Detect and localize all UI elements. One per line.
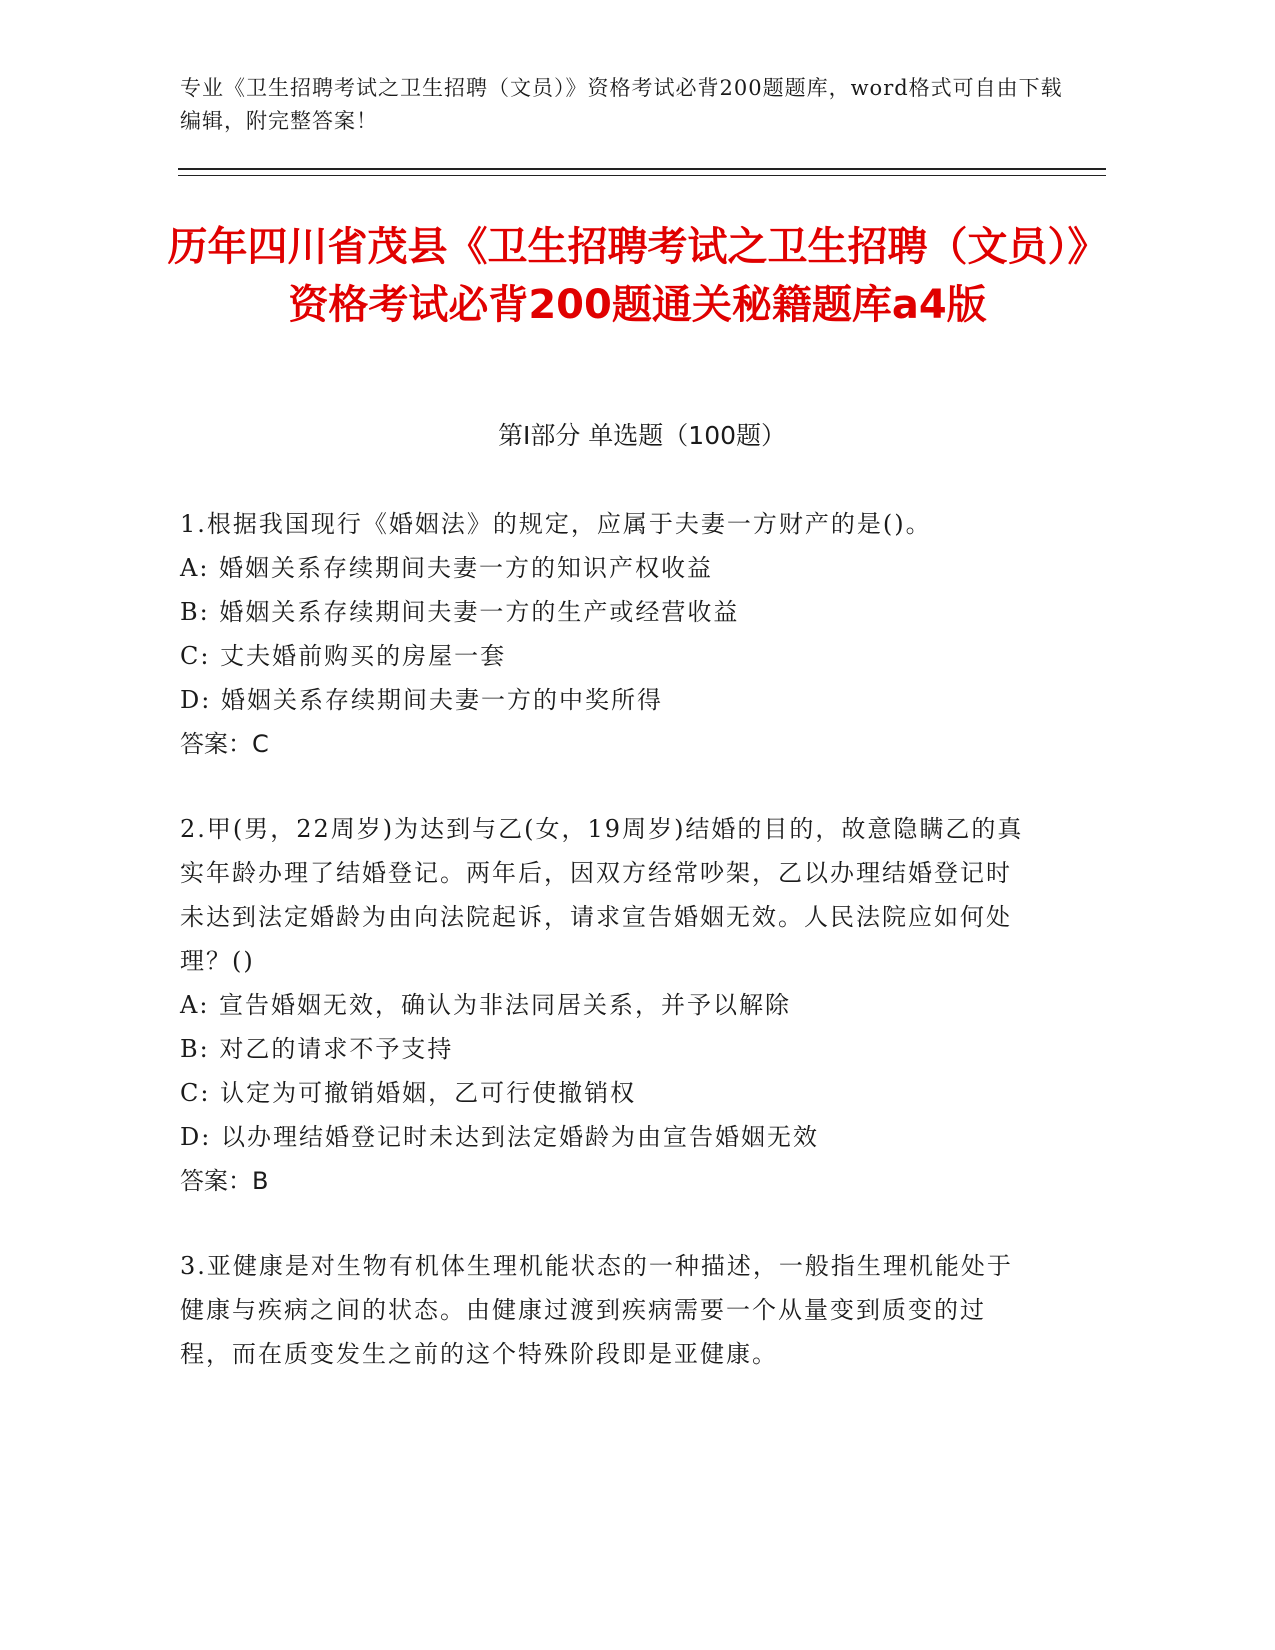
- question-3: [180, 1244, 1030, 1376]
- section-title: 第Ⅰ部分 单选题（100题）: [497, 421, 787, 450]
- header-note: 专业《卫生招聘考试之卫生招聘（文员）》资格考试必背200题题库，word格式可自由下载编辑，附完整答案！: [180, 76, 1063, 133]
- option-c: C: 丈夫婚前购买的房屋一套: [180, 642, 507, 670]
- option-b: B: 对乙的请求不予支持: [180, 1035, 454, 1063]
- question-stem: 1.根据我国现行《婚姻法》的规定，应属于夫妻一方财产的是()。: [180, 510, 932, 538]
- document-title: 历年四川省茂县《卫生招聘考试之卫生招聘（文员）》资格考试必背200题通关秘籍题库a4版: [167, 224, 1108, 328]
- header-divider-thin: [178, 175, 1106, 176]
- question-2: [180, 807, 1030, 1203]
- question-1: [180, 502, 1030, 766]
- option-a: A: 婚姻关系存续期间夫妻一方的知识产权收益: [180, 554, 714, 582]
- question-answer: 答案：C: [180, 730, 269, 758]
- question-answer: 答案：B: [180, 1167, 269, 1195]
- option-b: B: 婚姻关系存续期间夫妻一方的生产或经营收益: [180, 598, 740, 626]
- option-d: D: 以办理结婚登记时未达到法定婚龄为由宣告婚姻无效: [180, 1123, 819, 1151]
- question-stem: 3.亚健康是对生物有机体生理机能状态的一种描述，一般指生理机能处于健康与疾病之间的状态。由健康过渡到疾病需要一个从量变到质变的过程，而在质变发生之前的这个特殊阶段即是亚健康。: [180, 1252, 1013, 1368]
- option-d: D: 婚姻关系存续期间夫妻一方的中奖所得: [180, 686, 663, 714]
- header-divider-thick: [178, 168, 1106, 170]
- option-a: A: 宣告婚姻无效，确认为非法同居关系，并予以解除: [180, 991, 792, 1019]
- question-stem: 2.甲(男，22周岁)为达到与乙(女，19周岁)结婚的目的，故意隐瞒乙的真实年龄办理了结婚登记。两年后，因双方经常吵架，乙以办理结婚登记时未达到法定婚龄为由向法院起诉，请求宣告婚姻无效。人民法院应如何处理？(): [180, 815, 1024, 975]
- question-list: [180, 502, 1030, 1417]
- option-c: C: 认定为可撤销婚姻，乙可行使撤销权: [180, 1079, 637, 1107]
